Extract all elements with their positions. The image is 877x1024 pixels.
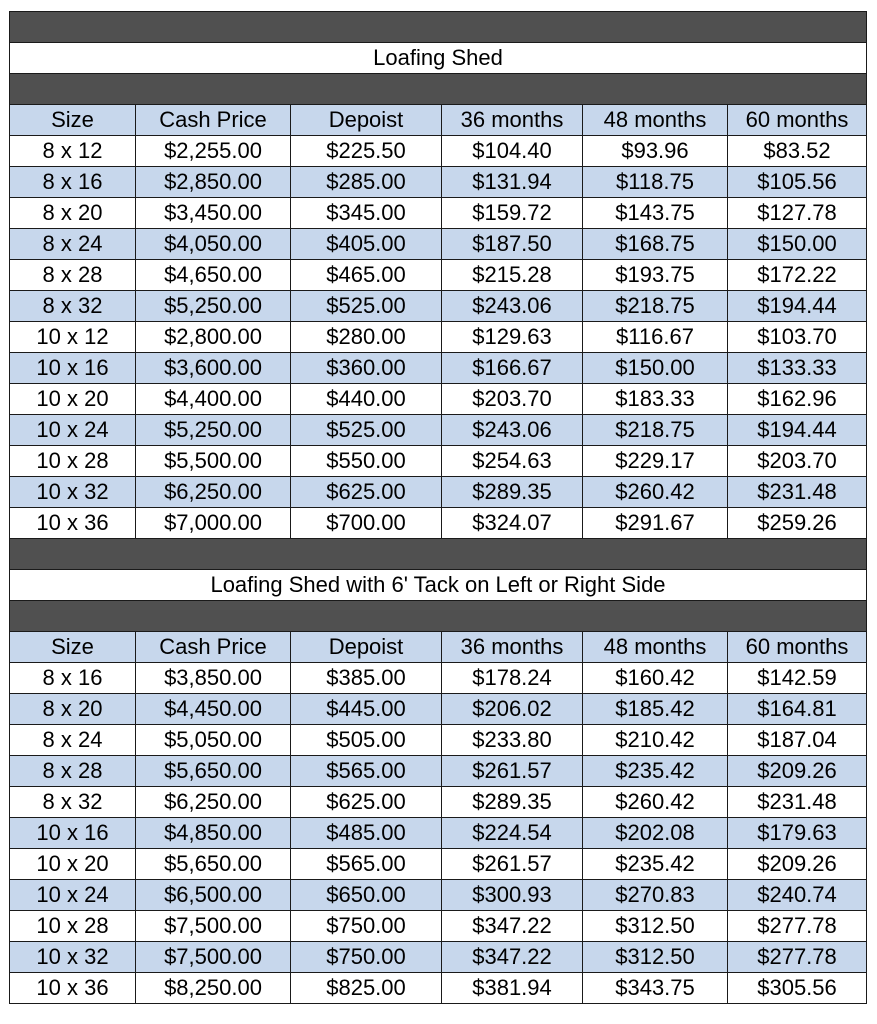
table-cell: $168.75 (583, 229, 728, 260)
table-row (10, 849, 867, 880)
table-cell: $172.22 (728, 260, 867, 291)
table-cell: $187.04 (728, 725, 867, 756)
table-cell: $3,850.00 (136, 663, 291, 694)
table-row (10, 415, 867, 446)
section-header-band (10, 74, 867, 105)
band-cell (10, 539, 867, 570)
table-cell: $194.44 (728, 415, 867, 446)
table-cell: 10 x 12 (10, 322, 136, 353)
table-cell: $235.42 (583, 849, 728, 880)
table-cell: $209.26 (728, 849, 867, 880)
band-cell (10, 12, 867, 43)
table-cell: $231.48 (728, 787, 867, 818)
table-cell: $5,650.00 (136, 849, 291, 880)
table-cell: $525.00 (291, 291, 442, 322)
table-cell: $83.52 (728, 136, 867, 167)
table-row (10, 136, 867, 167)
table-cell: $185.42 (583, 694, 728, 725)
table-cell: $440.00 (291, 384, 442, 415)
table-cell: $127.78 (728, 198, 867, 229)
table-cell: 10 x 20 (10, 384, 136, 415)
table-cell: 10 x 32 (10, 477, 136, 508)
table-cell: $825.00 (291, 973, 442, 1004)
table-cell: $162.96 (728, 384, 867, 415)
column-header: Depoist (291, 105, 442, 136)
table-row (10, 322, 867, 353)
table-cell: $5,250.00 (136, 291, 291, 322)
table-row (10, 942, 867, 973)
table-cell: $143.75 (583, 198, 728, 229)
table-cell: $2,800.00 (136, 322, 291, 353)
table-row (10, 384, 867, 415)
table-cell: $105.56 (728, 167, 867, 198)
table-cell: $7,000.00 (136, 508, 291, 539)
table-cell: $650.00 (291, 880, 442, 911)
column-header: 48 months (583, 105, 728, 136)
table-cell: $131.94 (442, 167, 583, 198)
table-cell: $7,500.00 (136, 911, 291, 942)
table-cell: $2,850.00 (136, 167, 291, 198)
column-header-row (10, 105, 867, 136)
table-cell: $203.70 (728, 446, 867, 477)
table-cell: $280.00 (291, 322, 442, 353)
table-cell: 8 x 24 (10, 725, 136, 756)
table-cell: $505.00 (291, 725, 442, 756)
table-cell: $525.00 (291, 415, 442, 446)
table-cell: $285.00 (291, 167, 442, 198)
table-cell: $206.02 (442, 694, 583, 725)
table-cell: $289.35 (442, 787, 583, 818)
table-cell: 10 x 20 (10, 849, 136, 880)
table-cell: $178.24 (442, 663, 583, 694)
table-cell: $235.42 (583, 756, 728, 787)
table-cell: 8 x 16 (10, 663, 136, 694)
table-cell: $133.33 (728, 353, 867, 384)
table-cell: $5,650.00 (136, 756, 291, 787)
table-cell: $381.94 (442, 973, 583, 1004)
table-cell: $3,600.00 (136, 353, 291, 384)
table-cell: 8 x 20 (10, 198, 136, 229)
table-cell: 8 x 20 (10, 694, 136, 725)
table-cell: $4,650.00 (136, 260, 291, 291)
table-cell: 8 x 28 (10, 756, 136, 787)
table-cell: $116.67 (583, 322, 728, 353)
table-cell: $183.33 (583, 384, 728, 415)
column-header: 60 months (728, 632, 867, 663)
section-title-row (10, 570, 867, 601)
table-cell: $4,400.00 (136, 384, 291, 415)
column-header: Size (10, 632, 136, 663)
table-cell: $160.42 (583, 663, 728, 694)
table-row (10, 880, 867, 911)
table-cell: $93.96 (583, 136, 728, 167)
table-cell: $203.70 (442, 384, 583, 415)
table-cell: $193.75 (583, 260, 728, 291)
column-header: Cash Price (136, 632, 291, 663)
table-cell: $4,450.00 (136, 694, 291, 725)
table-cell: 8 x 16 (10, 167, 136, 198)
table-cell: $260.42 (583, 477, 728, 508)
table-cell: $750.00 (291, 942, 442, 973)
table-row (10, 663, 867, 694)
table-cell: $277.78 (728, 942, 867, 973)
table-cell: $166.67 (442, 353, 583, 384)
column-header: 36 months (442, 105, 583, 136)
table-cell: $312.50 (583, 942, 728, 973)
section-title: Loafing Shed (10, 43, 867, 74)
table-cell: $277.78 (728, 911, 867, 942)
table-row (10, 446, 867, 477)
table-cell: $485.00 (291, 818, 442, 849)
table-cell: $360.00 (291, 353, 442, 384)
table-cell: $270.83 (583, 880, 728, 911)
table-cell: 10 x 28 (10, 446, 136, 477)
band-cell (10, 74, 867, 105)
table-cell: $2,255.00 (136, 136, 291, 167)
table-cell: $300.93 (442, 880, 583, 911)
price-table-body (10, 12, 867, 1004)
table-row (10, 787, 867, 818)
table-cell: 8 x 32 (10, 787, 136, 818)
table-cell: $625.00 (291, 787, 442, 818)
table-row (10, 477, 867, 508)
table-cell: $202.08 (583, 818, 728, 849)
table-cell: $625.00 (291, 477, 442, 508)
table-cell: $159.72 (442, 198, 583, 229)
table-cell: $261.57 (442, 756, 583, 787)
table-cell: 10 x 24 (10, 415, 136, 446)
table-cell: $260.42 (583, 787, 728, 818)
table-cell: 8 x 32 (10, 291, 136, 322)
table-cell: $565.00 (291, 849, 442, 880)
section-header-band (10, 601, 867, 632)
table-row (10, 694, 867, 725)
table-cell: $465.00 (291, 260, 442, 291)
table-cell: $4,050.00 (136, 229, 291, 260)
table-cell: 10 x 36 (10, 508, 136, 539)
column-header: Cash Price (136, 105, 291, 136)
table-cell: $150.00 (583, 353, 728, 384)
table-cell: $209.26 (728, 756, 867, 787)
table-cell: $224.54 (442, 818, 583, 849)
table-cell: $345.00 (291, 198, 442, 229)
section-top-band (10, 539, 867, 570)
table-cell: $6,500.00 (136, 880, 291, 911)
table-cell: $5,050.00 (136, 725, 291, 756)
table-cell: 10 x 32 (10, 942, 136, 973)
table-row (10, 818, 867, 849)
table-cell: $187.50 (442, 229, 583, 260)
table-cell: $210.42 (583, 725, 728, 756)
column-header: 48 months (583, 632, 728, 663)
table-row (10, 229, 867, 260)
section-top-band (10, 12, 867, 43)
table-cell: $750.00 (291, 911, 442, 942)
table-cell: $179.63 (728, 818, 867, 849)
table-cell: $550.00 (291, 446, 442, 477)
table-row (10, 198, 867, 229)
table-cell: $8,250.00 (136, 973, 291, 1004)
table-cell: $289.35 (442, 477, 583, 508)
table-row (10, 291, 867, 322)
table-cell: $565.00 (291, 756, 442, 787)
table-cell: $104.40 (442, 136, 583, 167)
table-cell: 10 x 24 (10, 880, 136, 911)
table-cell: $150.00 (728, 229, 867, 260)
table-cell: $164.81 (728, 694, 867, 725)
table-cell: $243.06 (442, 291, 583, 322)
table-cell: $118.75 (583, 167, 728, 198)
table-cell: $243.06 (442, 415, 583, 446)
table-cell: $347.22 (442, 911, 583, 942)
table-row (10, 260, 867, 291)
table-cell: $261.57 (442, 849, 583, 880)
table-cell: $6,250.00 (136, 787, 291, 818)
table-row (10, 167, 867, 198)
table-cell: $225.50 (291, 136, 442, 167)
table-cell: $240.74 (728, 880, 867, 911)
table-cell: $7,500.00 (136, 942, 291, 973)
table-cell: $312.50 (583, 911, 728, 942)
table-cell: $142.59 (728, 663, 867, 694)
table-cell: $194.44 (728, 291, 867, 322)
table-cell: $218.75 (583, 291, 728, 322)
table-cell: $700.00 (291, 508, 442, 539)
table-cell: $129.63 (442, 322, 583, 353)
table-cell: $291.67 (583, 508, 728, 539)
table-cell: 8 x 28 (10, 260, 136, 291)
table-cell: $4,850.00 (136, 818, 291, 849)
table-row (10, 725, 867, 756)
table-row (10, 353, 867, 384)
table-cell: $218.75 (583, 415, 728, 446)
price-table (9, 11, 867, 1004)
table-cell: $405.00 (291, 229, 442, 260)
table-cell: $305.56 (728, 973, 867, 1004)
table-cell: $215.28 (442, 260, 583, 291)
table-cell: $324.07 (442, 508, 583, 539)
table-cell: $385.00 (291, 663, 442, 694)
table-cell: $343.75 (583, 973, 728, 1004)
column-header-row (10, 632, 867, 663)
table-cell: $229.17 (583, 446, 728, 477)
column-header: Depoist (291, 632, 442, 663)
table-cell: $3,450.00 (136, 198, 291, 229)
table-cell: $5,500.00 (136, 446, 291, 477)
table-row (10, 911, 867, 942)
table-cell: 8 x 12 (10, 136, 136, 167)
column-header: 60 months (728, 105, 867, 136)
table-row (10, 508, 867, 539)
table-cell: $445.00 (291, 694, 442, 725)
table-cell: $103.70 (728, 322, 867, 353)
table-cell: 8 x 24 (10, 229, 136, 260)
band-cell (10, 601, 867, 632)
table-cell: 10 x 16 (10, 353, 136, 384)
table-cell: 10 x 36 (10, 973, 136, 1004)
table-cell: $5,250.00 (136, 415, 291, 446)
table-cell: $259.26 (728, 508, 867, 539)
table-row (10, 756, 867, 787)
table-cell: 10 x 28 (10, 911, 136, 942)
column-header: Size (10, 105, 136, 136)
table-cell: $233.80 (442, 725, 583, 756)
section-title: Loafing Shed with 6' Tack on Left or Right Side (10, 570, 867, 601)
table-cell: $231.48 (728, 477, 867, 508)
table-row (10, 973, 867, 1004)
table-cell: $6,250.00 (136, 477, 291, 508)
table-cell: $347.22 (442, 942, 583, 973)
column-header: 36 months (442, 632, 583, 663)
section-title-row (10, 43, 867, 74)
table-cell: $254.63 (442, 446, 583, 477)
table-cell: 10 x 16 (10, 818, 136, 849)
